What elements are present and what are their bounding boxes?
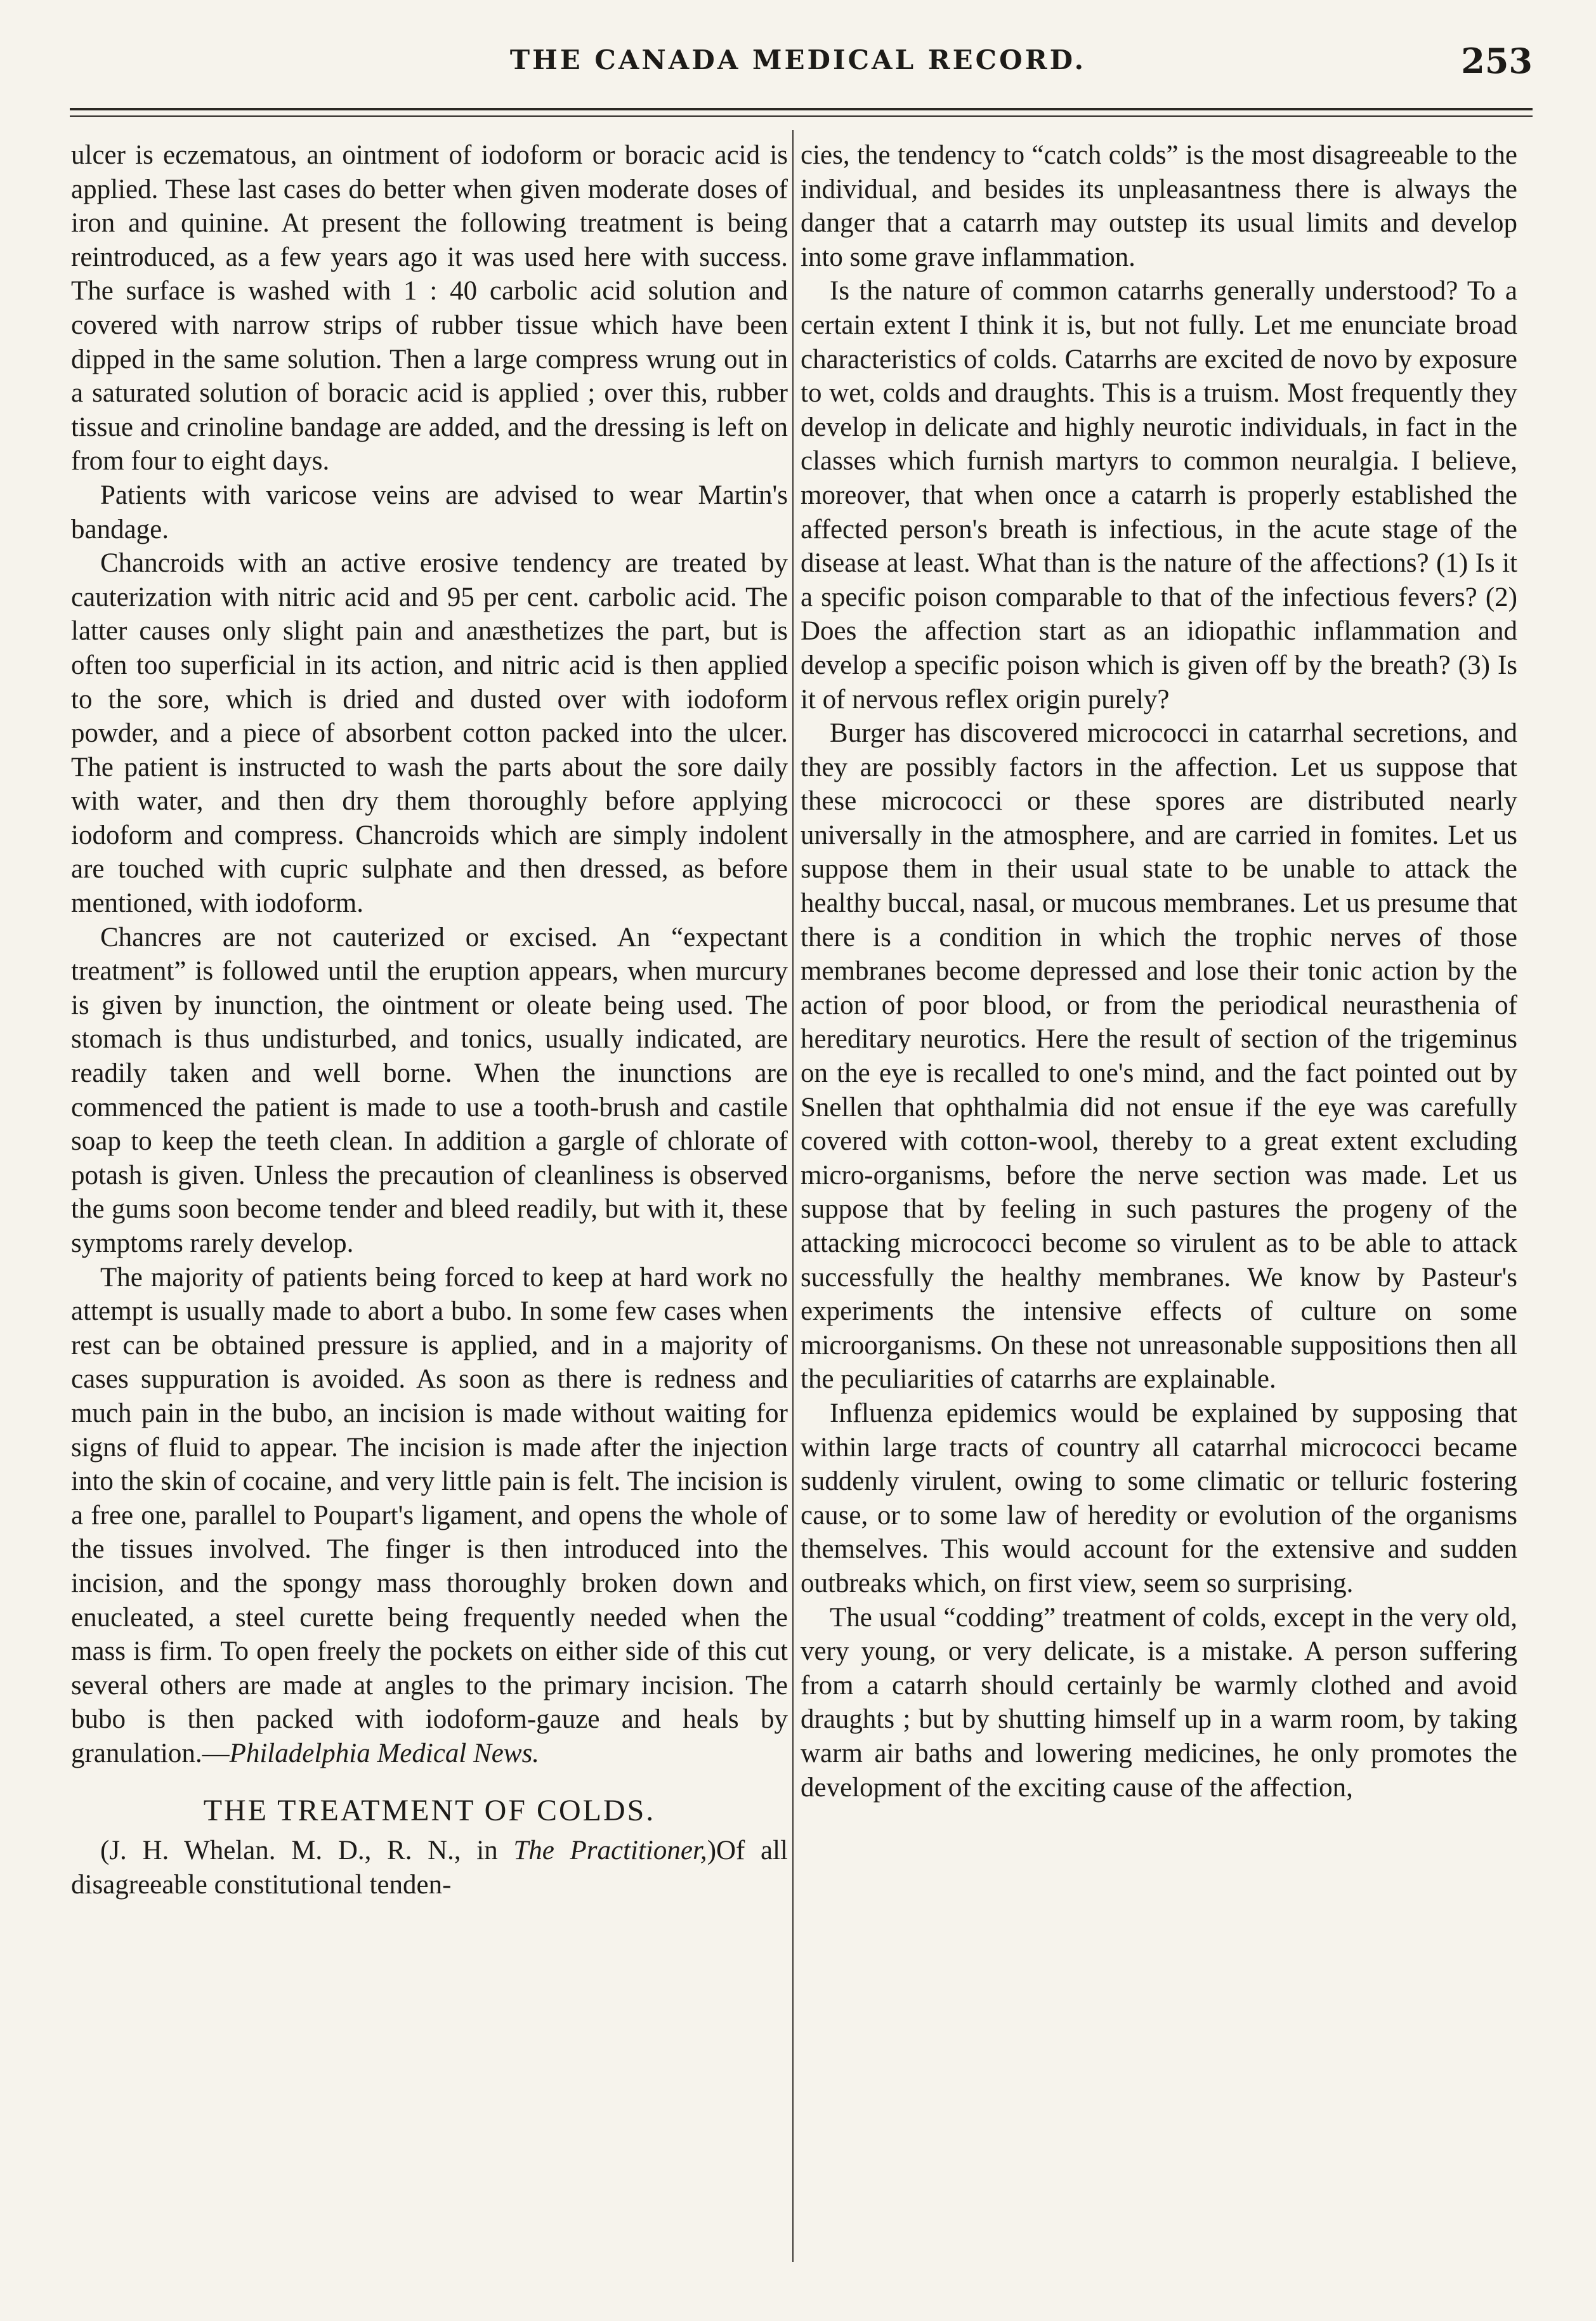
page-header	[0, 41, 1596, 95]
byline	[71, 1834, 788, 1902]
source-citation: Philadelphia Medical News.	[229, 1738, 540, 1768]
right-column	[801, 138, 1517, 1805]
paragraph-text: The majority of patients being forced to keep at hard work no attempt is usually made to abort a bubo. In some few cases when rest can be obtained pressure is applied, and in a majority of cases suppuration is avoided. As soon as there is redness and much pain in the bubo, an incision is made without waiting for signs of fluid to appear. The incision is made after the injection into the skin of cocaine, and very little pain is felt. The incision is a free one, parallel to Poupart's ligament, and opens the whole of the tissues involved. The finger is then introduced into the incision, and the spongy mass thoroughly broken down and enucleated, a steel curette being frequently needed when the mass is firm. To open freely the pockets on either side of this cut several others are made at angles to the primary incision. The bubo is then packed with iodoform-gauze and heals by granulation.—	[71, 1262, 788, 1768]
paragraph: Chancroids with an active erosive tendency are treated by cauterization with nitric acid and 95 per cent. carbolic acid. The latter causes only slight pain and anæsthetizes the part, but is often too superficial in its action, and nitric acid is then applied to the sore, which is dried and dusted over with iodoform powder, and a piece of absorbent cotton packed into the ulcer. The patient is instructed to wash the parts about the sore daily with water, and then dry them thoroughly before applying iodoform and compress. Chancroids which are simply indolent are touched with cupric sulphate and then dressed, as before mentioned, with iodoform.	[71, 548, 788, 919]
byline-author: (J. H. Whelan. M. D., R. N., in	[100, 1836, 514, 1866]
section-title: THE TREATMENT OF COLDS.	[203, 1793, 656, 1827]
paragraph-with-source	[71, 1261, 788, 1771]
running-title: THE CANADA MEDICAL RECORD.	[509, 44, 1087, 76]
left-column	[71, 138, 788, 1902]
paragraph: Influenza epidemics would be explained by supposing that within large tracts of country all catarrhal micrococci became suddenly virulent, owing to some climatic or telluric fostering cause, or to some law of heredity or evolution of the organisms themselves. This would account for the extensive and sudden outbreaks which, on first view, seem so surprising.	[801, 1398, 1517, 1598]
paragraph: Burger has discovered micrococci in catarrhal secretions, and they are possibly factors in the affection. Let us suppose that these micrococci or these spores are distributed nearly universally in the atmosphere, and are carried in fomites. Let us suppose them in their usual state to be unable to attack the healthy buccal, nasal, or mucous membranes. Let us presume that there is a condition in which the trophic nerves of those membranes become depressed and lose their tonic action by the action of poor blood, or from the periodical neurasthenia of hereditary neurotics. Here the result of section of the trigeminus on the eye is recalled to one's mind, and the fact pointed out by Snellen that ophthalmia did not ensue if the eye was carefully covered with cotton-wool, thereby to a great extent excluding micro-organisms, before the nerve section was made. Let us suppose that by feeling in such pastures the progeny of the attacking micrococci become so virulent as to be able to attack successfully the healthy membranes. We know by Pasteur's experiments the intensive effects of culture on some microorganisms. On these not unreasonable suppositions then all the peculiarities of catarrhs are explainable.	[801, 718, 1517, 1395]
byline-text: )Of all disagreeable constitutional tenden-	[71, 1836, 788, 1900]
header-rule-thick	[70, 108, 1533, 110]
paragraph: Chancres are not cauterized or excised. An “expectant treatment” is followed until the eruption appears, when murcury is given by inunction, the ointment or oleate being used. The stomach is thus undisturbed, and tonics, usually indicated, are readily taken and well borne. When the inunctions are commenced the patient is made to use a tooth-brush and castile soap to keep the teeth clean. In addition a gargle of chlorate of potash is given. Unless the precaution of cleanliness is observed the gums soon become tender and bleed readily, but with it, these symptoms rarely develop.	[71, 922, 788, 1258]
paragraph: ulcer is eczematous, an ointment of iodoform or boracic acid is applied. These last cases do better when given moderate doses of iron and quinine. At present the following treatment is being reintroduced, as a few years ago it was used here with success. The surface is washed with 1 : 40 carbolic acid solution and covered with narrow strips of rubber tissue which have been dipped in the same solution. Then a large compress wrung out in a saturated solution of boracic acid is applied ; over this, rubber tissue and crinoline bandage are added, and the dressing is left on from four to eight days.	[71, 140, 788, 477]
page-number: 253	[1461, 41, 1533, 81]
header-rule-thin	[70, 115, 1533, 117]
paragraph: The usual “codding” treatment of colds, except in the very old, very young, or very delicate, is a mistake. A person suffering from a catarrh should certainly be warmly clothed and avoid draughts ; but by shutting himself up in a warm room, by taking warm air baths and lowering medicines, he only promotes the development of the exciting cause of the affection,	[801, 1602, 1517, 1803]
column-divider	[792, 130, 794, 2262]
paragraph: Is the nature of common catarrhs generally understood? To a certain extent I think it is, but not fully. Let me enunciate broad characteristics of colds. Catarrhs are excited de novo by exposure to wet, colds and draughts. This is a truism. Most frequently they develop in delicate and highly neurotic individuals, in fact in the classes which furnish martyrs to common neuralgia. I believe, moreover, that when once a catarrh is properly established the affected person's breath is infectious, in the acute stage of the disease at least. What than is the nature of the affections? (1) Is it a specific poison comparable to that of the infectious fevers? (2) Does the affection start as an idiopathic inflammation and develop a specific poison which is given off by the breath? (3) Is it of nervous reflex origin purely?	[801, 276, 1517, 714]
byline-journal: The Practitioner,	[513, 1836, 707, 1866]
paragraph: cies, the tendency to “catch colds” is the most disagreeable to the individual, and besides its unpleasantness there is always the danger that a catarrh may outstep its usual limits and develop into some grave inflammation.	[801, 140, 1517, 272]
paragraph: Patients with varicose veins are advised to wear Martin's bandage.	[71, 480, 788, 544]
